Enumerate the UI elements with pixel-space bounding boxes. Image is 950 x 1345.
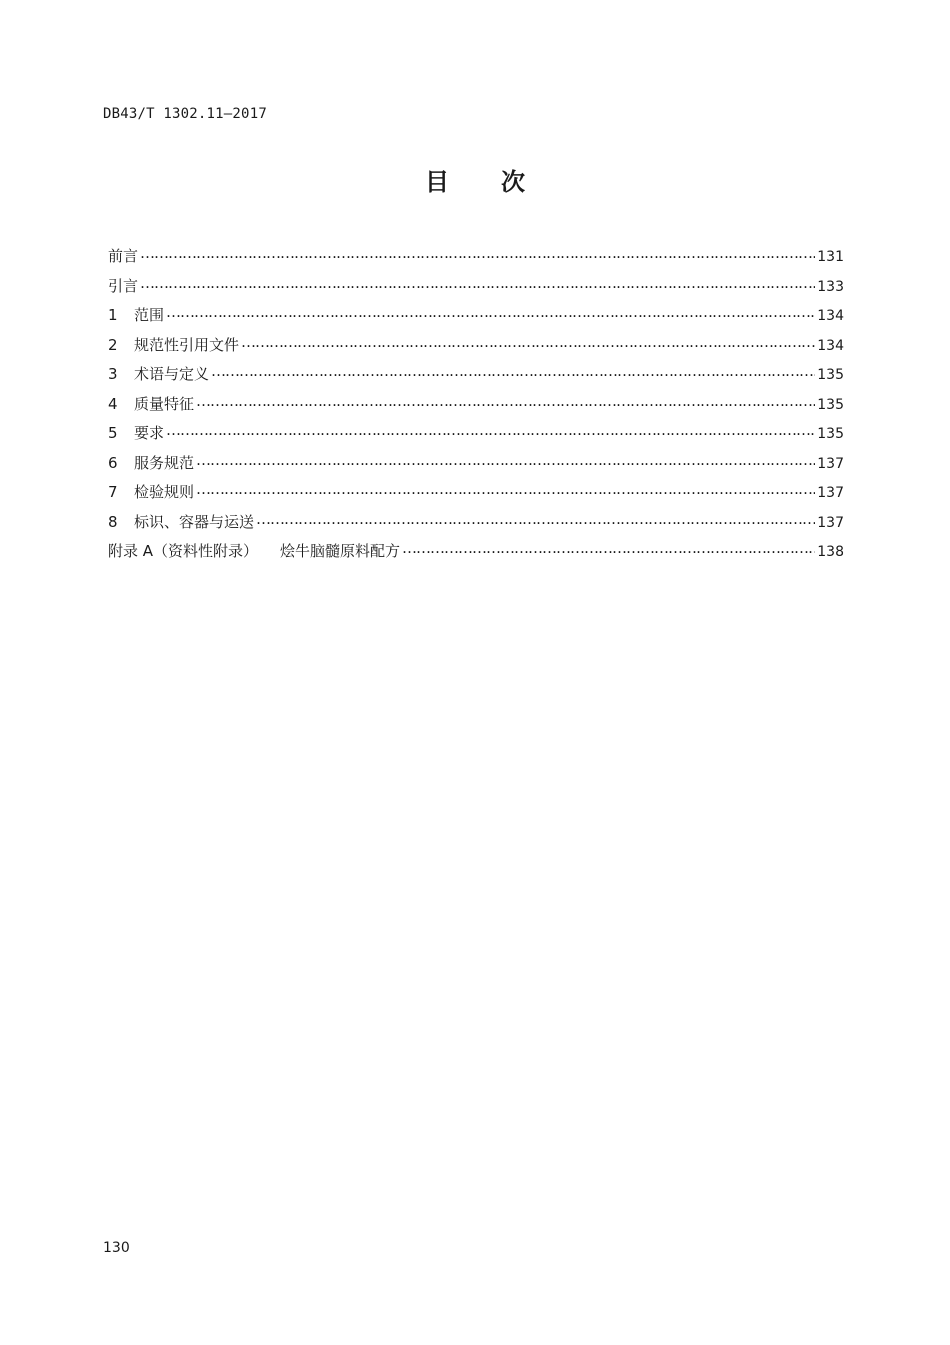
toc-leader — [256, 512, 815, 527]
toc-title-char-1: 目 — [425, 168, 449, 196]
toc-title-char-2: 次 — [501, 168, 525, 196]
toc-leader — [211, 364, 815, 379]
toc-entry-number: 3 — [108, 365, 118, 383]
toc-entry-8[interactable] — [108, 511, 844, 541]
toc-entry-label: 标识、容器与运送 — [134, 512, 255, 531]
toc-entry-label: 质量特征 — [134, 394, 195, 413]
toc-entry-label: 服务规范 — [134, 453, 195, 472]
toc-leader — [402, 541, 815, 556]
toc-title — [0, 162, 950, 197]
toc-entry-2[interactable] — [108, 334, 844, 364]
toc-appendix-label: 附录 A（资料性附录） — [108, 542, 259, 560]
toc-entry-label: 规范性引用文件 — [134, 335, 240, 354]
toc-entry-introduction[interactable] — [108, 275, 844, 305]
toc-list — [108, 245, 844, 570]
toc-entry-page: 135 — [817, 426, 844, 442]
toc-leader — [166, 305, 815, 320]
toc-entry-label: 前言 — [108, 247, 139, 265]
toc-entry-5[interactable] — [108, 422, 844, 452]
toc-entry-1[interactable] — [108, 304, 844, 334]
toc-appendix-title: 烩牛脑髓原料配方 — [280, 542, 401, 560]
toc-entry-label: 要求 — [134, 424, 165, 442]
toc-entry-label: 检验规则 — [134, 483, 195, 501]
toc-entry-4[interactable] — [108, 393, 844, 423]
toc-entry-number: 8 — [108, 512, 118, 531]
toc-entry-number: 4 — [108, 394, 118, 413]
toc-entry-number: 2 — [108, 335, 118, 354]
toc-entry-page: 134 — [817, 337, 844, 354]
toc-entry-number: 7 — [108, 483, 118, 501]
document-code: DB43/T 1302.11—2017 — [103, 106, 267, 122]
toc-entry-page: 137 — [817, 514, 844, 531]
toc-entry-6[interactable] — [108, 452, 844, 482]
toc-entry-page: 137 — [817, 485, 844, 501]
toc-entry-label: 引言 — [108, 276, 139, 295]
toc-leader — [140, 246, 815, 261]
toc-entry-7[interactable] — [108, 481, 844, 511]
toc-leader — [140, 276, 815, 291]
toc-leader — [166, 423, 815, 438]
page-number: 130 — [103, 1240, 130, 1256]
toc-entry-3[interactable] — [108, 363, 844, 393]
toc-entry-number: 6 — [108, 453, 118, 472]
toc-entry-page: 134 — [817, 308, 844, 324]
toc-entry-number: 1 — [108, 306, 118, 324]
toc-entry-number: 5 — [108, 424, 118, 442]
toc-leader — [196, 453, 815, 468]
toc-leader — [196, 394, 815, 409]
toc-entry-label: 术语与定义 — [134, 365, 210, 383]
toc-entry-page: 135 — [817, 396, 844, 413]
toc-entry-label: 范围 — [134, 306, 165, 324]
toc-entry-page: 131 — [817, 249, 844, 265]
toc-entry-appendix-a[interactable] — [108, 540, 844, 570]
toc-entry-page: 138 — [817, 544, 844, 560]
toc-entry-foreword[interactable] — [108, 245, 844, 275]
toc-entry-page: 133 — [817, 278, 844, 295]
toc-entry-page: 135 — [817, 367, 844, 383]
toc-entry-page: 137 — [817, 455, 844, 472]
toc-leader — [241, 335, 815, 350]
toc-leader — [196, 482, 815, 497]
